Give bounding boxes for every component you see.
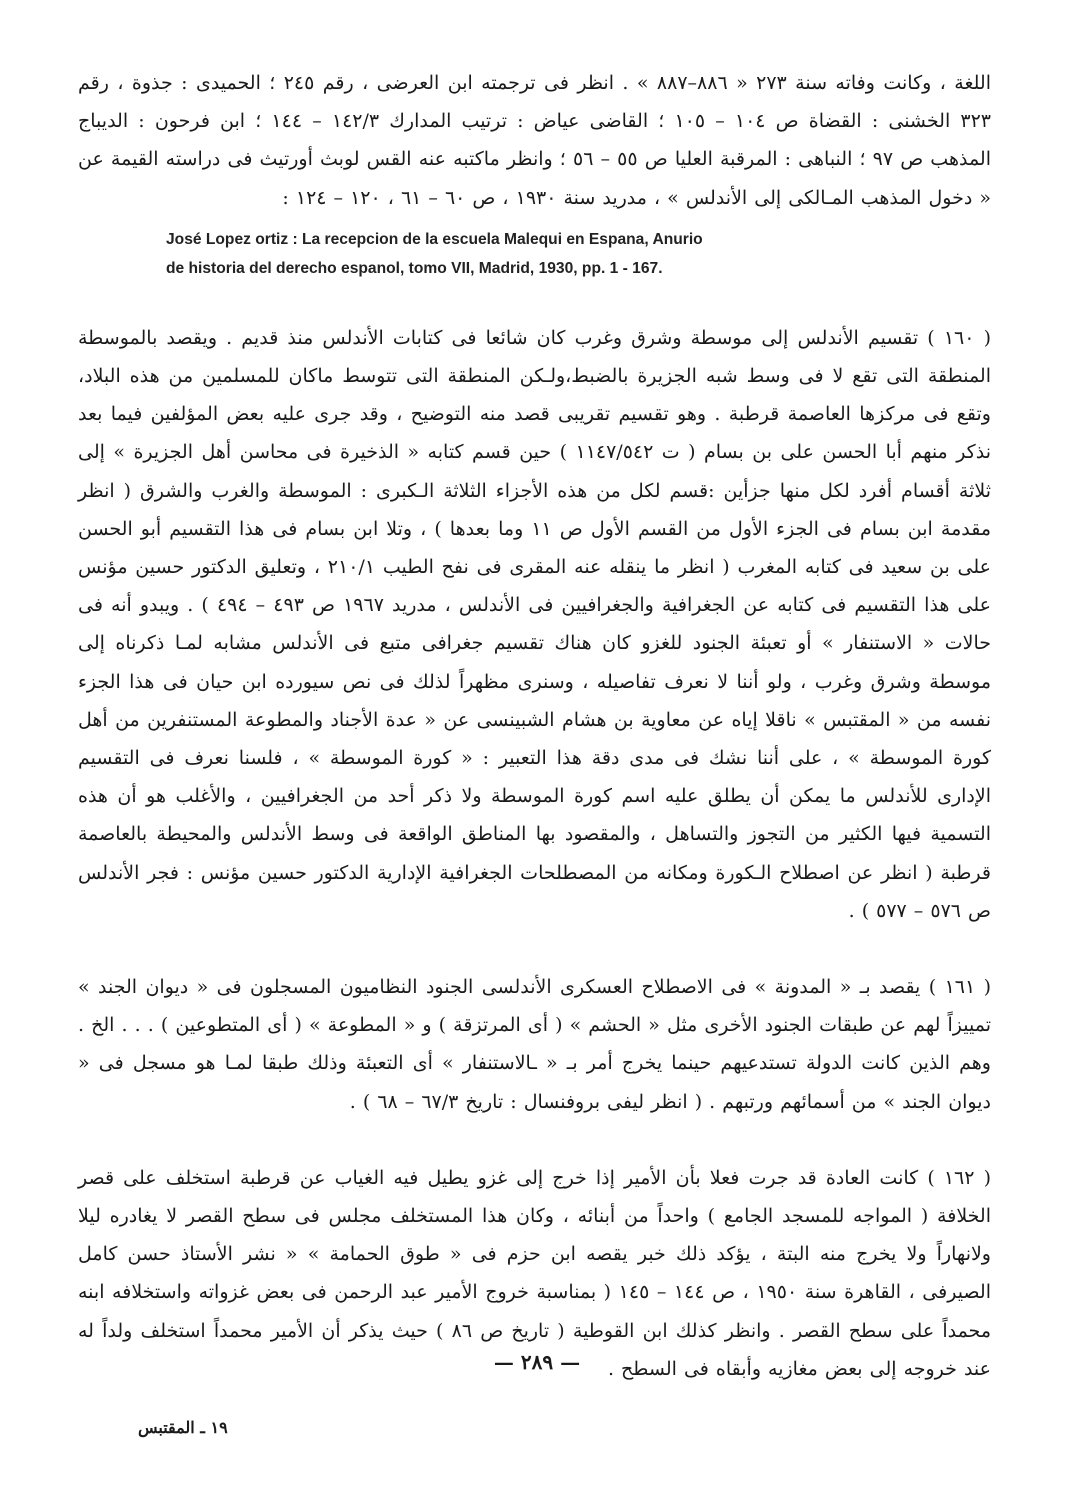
footnote-162: ( ١٦٢ ) كانت العادة قد جرت فعلا بأن الأمير إذا خرج إلى غزو يطيل فيه الغياب عن قرطبة استخلف على قصر الخلافة ( المواجه للمسجد الجامع ) واحداً من أبنائه ، وكان هذا المستخلف مجلس فى سطح القصر لا يغادره ليلا ولانهاراً ولا يخرج منه البتة ، يؤكد ذلك خبر يقصه ابن حزم فى « طوق الحمامة » « نشر الأستاذ حسن كامل الصيرفى ، القاهرة سنة ١٩٥٠ ، ص ١٤٤ – ١٤٥ ( بمناسبة خروج الأمير عبد الرحمن فى بعض غزواته واستخلافه ابنه محمداً على سطح القصر . وانظر كذلك ابن القوطية ( تاريخ ص ٨٦ ) حيث يذكر أن الأمير محمداً استخلف ولداً له عند خروجه إلى بعض مغازيه وأبقاه فى السطح . (78, 1166, 992, 1380)
footnote-160: ( ١٦٠ ) تقسيم الأندلس إلى موسطة وشرق وغرب كان شائعا فى كتابات الأندلس منذ قديم . ويقصد بالموسطة المنطقة التى تقع لا فى وسط شبه الجزيرة بالضبط،ولـكن المنطقة التى تتوسط ماكان للمسلمين من هذه البلاد، وتقع فى مركزها العاصمة قرطبة . وهو تقسيم تقريبى قصد منه التوضيح ، وقد جرى عليه بعض المؤلفين فيما بعد نذكر منهم أبا الحسن على بن بسام ( ت ١١٤٧/٥٤٢ ) حين قسم كتابه « الذخيرة فى محاسن أهل الجزيرة » إلى ثلاثة أقسام أفرد لكل منها جزأين :قسم لكل من هذه الأجزاء الثلاثة الـكبرى : الموسطة والغرب والشرق ( انظر مقدمة ابن بسام فى الجزء الأول من القسم الأول ص ١١ وما بعدها ) ، وتلا ابن بسام فى هذا التقسيم أبو الحسن على بن سعيد فى كتابه المغرب ( انظر ما ينقله عنه المقرى فى نفح الطيب ٢١٠/١ ، وتعليق الدكتور حسين مؤنس على هذا التقسيم فى كتابه عن الجغرافية والجغرافيين فى الأندلس ، مدريد ١٩٦٧ ص ٤٩٣ – ٤٩٤ ) . ويبدو أنه فى حالات « الاستنفار » أو تعبئة الجنود للغزو كان هناك تقسيم جغرافى متبع فى الأندلس مشابه لمـا ذكرناه إلى موسطة وشرق وغرب ، ولو أننا لا نعرف تفاصيله ، وسنرى مظهراً لذلك فى نص سيورده ابن حيان فى هذا الجزء نفسه من « المقتبس » ناقلا إياه عن معاوية بن هشام الشبينسى عن « عدة الأجناد والمطوعة المستنفرين من أهل كورة الموسطة » ، على أننا نشك فى مدى دقة هذا التعبير : « كورة الموسطة » ، فلسنا نعرف فى التقسيم الإدارى للأندلس ما يمكن أن يطلق عليه اسم كورة الموسطة ولا ذكر أحد من الجغرافيين ، والأغلب هو أن هذه التسمية فيها الكثير من التجوز والتساهل ، والمقصود بها المناطق الواقعة فى وسط الأندلس والمحيطة بالعاصمة قرطبة ( انظر عن اصطلاح الـكورة ومكانه من المصطلحات الجغرافية الإدارية الدكتور حسين مؤنس : فجر الأندلس ص ٥٧٦ – ٥٧٧ ) . (78, 326, 992, 922)
footnote-161: ( ١٦١ ) يقصد بـ « المدونة » فى الاصطلاح العسكرى الأندلسى الجنود النظاميون المسجلون فى « ديوان الجند » تمييزاً لهم عن طبقات الجنود الأخرى مثل « الحشم » ( أى المرتزقة ) و « المطوعة » ( أى المتطوعين ) . . . الخ . وهم الذين كانت الدولة تستدعيهم حينما يخرج أمر بـ « ـالاستنفار » أى التعبئة وذلك طبقا لمـا هو مسجل فى « ديوان الجند » من أسمائهم ورتبهم . ( انظر ليفى بروفنسال : تاريخ ٦٧/٣ – ٦٨ ) . (78, 976, 991, 1113)
bibliography-latin-line-1: José Lopez ortiz : La recepcion de la escuela Malequi en Espana, Anurio (166, 230, 703, 248)
signature-footer: ١٩ ـ المقتبس (138, 1418, 228, 1437)
bibliography-latin (78, 225, 991, 283)
bibliography-latin-line-2: de historia del derecho espanol, tomo VII, Madrid, 1930, pp. 1 - 167. (166, 259, 663, 277)
page-number: — ٢٨٩ — (493, 1350, 581, 1374)
bibliography-arabic: اللغة ، وكانت وفاته سنة ٢٧٣ « ٨٨٦–٨٨٧ » . انظر فى ترجمته ابن العرضى ، رقم ٢٤٥ ؛ الحميدى : جذوة ، رقم ٣٢٣ الخشنى : القضاة ص ١٠٤ – ١٠٥ ؛ القاضى عياض : ترتيب المدارك ١٤٢/٣ – ١٤٤ ؛ ابن فرحون : الديباج المذهب ص ٩٧ ؛ النباهى : المرقبة العليا ص ٥٥ – ٥٦ ؛ وانظر ماكتبه عنه القس لوبث أورتيث فى دراسته القيمة عن « دخول المذهب المـالكى إلى الأندلس » ، مدريد سنة ١٩٣٠ ، ص ٦٠ – ٦١ ، ١٢٠ – ١٢٤ : (78, 72, 992, 209)
